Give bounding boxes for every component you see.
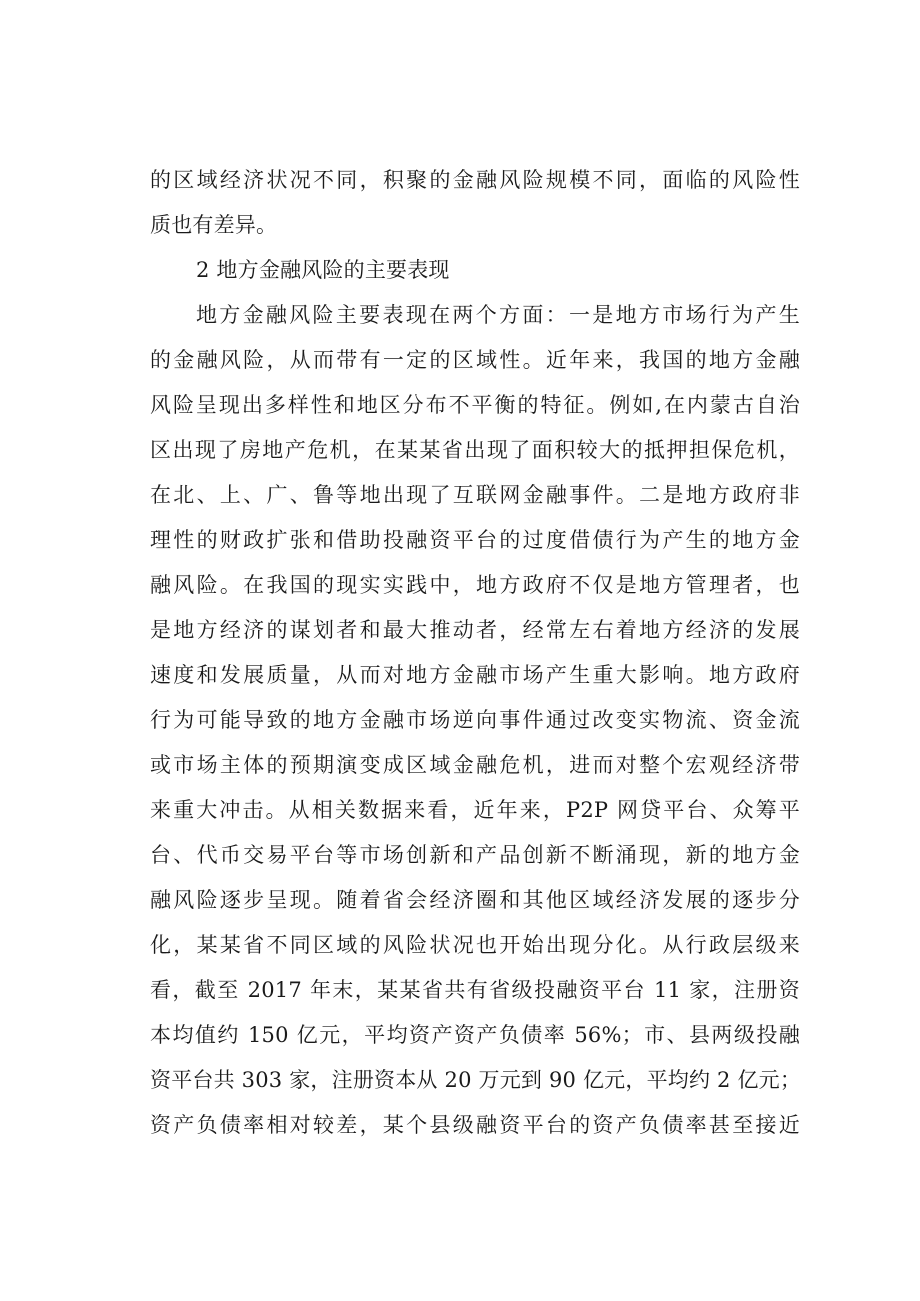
paragraph-line: 理性的财政扩张和借助投融资平台的过度借债行为产生的地方金 <box>150 528 800 552</box>
paragraph-line: 的区域经济状况不同，积聚的金融风险规模不同，面临的风险性 <box>150 168 800 192</box>
paragraph-line: 区出现了房地产危机，在某某省出现了面积较大的抵押担保危机， <box>150 438 800 462</box>
paragraph-line: 化，某某省不同区域的风险状况也开始出现分化。从行政层级来 <box>150 933 800 957</box>
paragraph-line: 融风险。在我国的现实实践中，地方政府不仅是地方管理者，也 <box>150 573 800 597</box>
paragraph-line: 融风险逐步呈现。随着省会经济圈和其他区域经济发展的逐步分 <box>150 888 800 912</box>
paragraph-line: 速度和发展质量，从而对地方金融市场产生重大影响。地方政府 <box>150 663 800 687</box>
paragraph-line: 或市场主体的预期演变成区域金融危机，进而对整个宏观经济带 <box>150 753 800 777</box>
paragraph-line: 资产负债率相对较差，某个县级融资平台的资产负债率甚至接近 <box>150 1113 800 1137</box>
paragraph-line: 资平台共 303 家，注册资本从 20 万元到 90 亿元，平均约 2 亿元； <box>150 1068 802 1092</box>
body-paragraph <box>150 293 800 1148</box>
paragraph-line: 在北、上、广、鲁等地出现了互联网金融事件。二是地方政府非 <box>150 483 800 507</box>
section-heading: 2 地方金融风险的主要表现 <box>196 258 450 282</box>
paragraph-line: 风险呈现出多样性和地区分布不平衡的特征。例如,在内蒙古自治 <box>150 393 800 417</box>
paragraph-line: 行为可能导致的地方金融市场逆向事件通过改变实物流、资金流 <box>150 708 800 732</box>
paragraph-line: 地方金融风险主要表现在两个方面：一是地方市场行为产生 <box>196 303 800 327</box>
paragraph-line: 来重大冲击。从相关数据来看，近年来，P2P 网贷平台、众筹平 <box>150 798 800 822</box>
paragraph-line: 是地方经济的谋划者和最大推动者，经常左右着地方经济的发展 <box>150 618 800 642</box>
paragraph-line: 看，截至 2017 年末，某某省共有省级投融资平台 11 家，注册资 <box>150 978 800 1002</box>
continuation-paragraph <box>150 158 800 248</box>
paragraph-line: 质也有差异。 <box>150 213 278 237</box>
paragraph-line: 本均值约 150 亿元，平均资产资产负债率 56%；市、县两级投融 <box>150 1023 800 1047</box>
section-heading-block <box>150 248 800 293</box>
paragraph-line: 的金融风险，从而带有一定的区域性。近年来，我国的地方金融 <box>150 348 800 372</box>
paragraph-line: 台、代币交易平台等市场创新和产品创新不断涌现，新的地方金 <box>150 843 800 867</box>
